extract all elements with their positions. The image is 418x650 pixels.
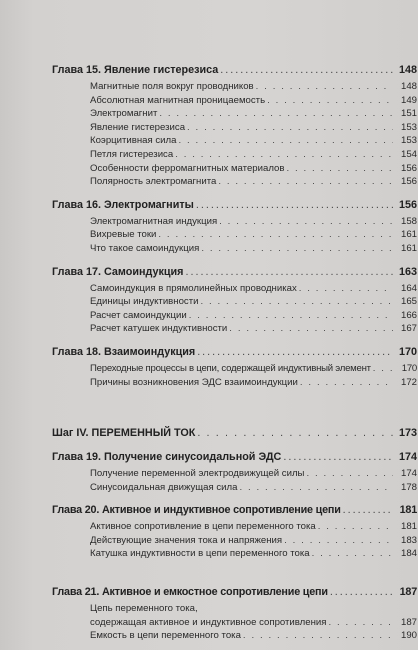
- page-number: 158: [400, 215, 417, 227]
- page-number: 187: [400, 616, 417, 628]
- page-number: 173: [398, 427, 417, 440]
- page-number: 166: [400, 309, 417, 321]
- dot-leader: [196, 199, 393, 211]
- chapter-20-heading[interactable]: [52, 504, 417, 521]
- page-number: 161: [400, 229, 417, 241]
- dot-leader: [284, 535, 393, 546]
- entry-title: Магнитные поля вокруг проводников: [90, 81, 254, 92]
- entry-title: Причины возникновения ЭДС взаимоиндукции: [90, 376, 298, 388]
- entry-title: Расчет катушек индуктивности: [90, 323, 228, 335]
- toc-entry[interactable]: [52, 630, 417, 644]
- toc-entry[interactable]: [52, 108, 417, 122]
- entry-title: Расчет самоиндукции: [90, 309, 187, 321]
- chapter-15-heading[interactable]: [52, 64, 417, 81]
- chapter-19-heading[interactable]: [52, 451, 417, 468]
- dot-leader: [158, 229, 393, 240]
- toc-entry[interactable]: [52, 122, 417, 136]
- dot-leader: [283, 451, 393, 463]
- chapter-title: Глава 18. Взаимоиндукция: [52, 345, 196, 358]
- toc-entry[interactable]: [52, 548, 417, 562]
- chapter-18-heading[interactable]: [52, 346, 417, 363]
- dot-leader: [312, 548, 393, 559]
- dot-leader: [343, 504, 393, 516]
- entry-title: Абсолютная магнитная проницаемость: [90, 94, 266, 106]
- entry-title: содержащая активное и индуктивное сопротивления: [90, 616, 327, 628]
- page-number: 181: [399, 504, 417, 517]
- toc-entry[interactable]: [52, 310, 417, 324]
- chapter-title: Глава 17. Самоиндукция: [52, 265, 184, 278]
- step-title: Шаг IV. ПЕРЕМЕННЫЙ ТОК: [52, 427, 196, 440]
- toc-entry[interactable]: [52, 535, 417, 549]
- page-number: 156: [398, 198, 417, 211]
- page-number: 174: [398, 451, 417, 464]
- dot-leader: [267, 95, 393, 106]
- entry-title: Особенности ферромагнитных материалов: [90, 162, 285, 174]
- entry-title: Коэрцитивная сила: [90, 135, 177, 147]
- entry-title: Получение переменной электродвижущей силы: [90, 468, 305, 480]
- dot-leader: [256, 81, 393, 92]
- page-number: 170: [398, 345, 417, 358]
- page-number: 190: [400, 630, 417, 642]
- page-number: 187: [399, 586, 417, 599]
- dot-leader: [300, 377, 393, 388]
- page-number: 181: [400, 521, 417, 533]
- toc-entry[interactable]: [52, 521, 417, 535]
- dot-leader: [159, 108, 393, 119]
- toc-entry[interactable]: [52, 482, 417, 496]
- entry-title: Электромагнитная индукция: [90, 215, 218, 227]
- dot-leader: [187, 122, 393, 133]
- toc-entry-line1[interactable]: [52, 603, 417, 617]
- entry-title: Синусоидальная движущая сила: [90, 481, 238, 493]
- dot-leader: [229, 323, 393, 334]
- chapter-16-heading[interactable]: [52, 199, 417, 216]
- dot-leader: [189, 310, 393, 321]
- page-number: 183: [400, 534, 417, 546]
- page-number: 156: [400, 176, 417, 188]
- page-number: 178: [400, 481, 417, 493]
- chapter-title: Глава 19. Получение синусоидальной ЭДС: [52, 451, 282, 464]
- toc-entry[interactable]: [52, 176, 417, 190]
- page-number: 164: [400, 282, 417, 294]
- chapter-title: Глава 15. Явление гистерезиса: [52, 64, 219, 76]
- page-number: 165: [400, 296, 417, 308]
- toc-entry[interactable]: [52, 229, 417, 243]
- dot-leader: [175, 149, 393, 160]
- toc-entry[interactable]: [52, 95, 417, 109]
- dot-leader: [328, 617, 393, 628]
- chapter-title: Глава 16. Электромагниты: [52, 198, 194, 211]
- dot-leader: [239, 482, 393, 493]
- page-number: 153: [400, 135, 417, 147]
- entry-title: Явление гистерезиса: [90, 121, 186, 133]
- dot-leader: [299, 283, 393, 294]
- toc-entry[interactable]: [52, 363, 417, 377]
- chapter-21-heading[interactable]: [52, 586, 417, 603]
- entry-title: Активное сопротивление в цепи переменного тока: [90, 521, 316, 533]
- entry-title: Катушка индуктивности в цепи переменного тока: [90, 548, 310, 560]
- toc-entry[interactable]: [52, 468, 417, 482]
- dot-leader: [219, 216, 393, 227]
- page-number: 172: [400, 376, 417, 388]
- chapter-title: Глава 20. Активное и индуктивное сопротивление цепи: [52, 504, 341, 517]
- toc-entry[interactable]: [52, 216, 417, 230]
- chapter-title: Глава 21. Активное и емкостное сопротивление цепи: [52, 586, 328, 599]
- dot-leader: [201, 243, 393, 254]
- page-number: 153: [400, 121, 417, 133]
- entry-title: Что такое самоиндукция: [90, 242, 200, 254]
- page-number: 149: [400, 94, 417, 106]
- entry-title: Вихревые токи: [90, 229, 157, 241]
- table-of-contents: [52, 64, 417, 644]
- page-number: 184: [400, 548, 417, 560]
- dot-leader: [286, 163, 393, 174]
- dot-leader: [306, 468, 393, 479]
- toc-entry[interactable]: [52, 243, 417, 257]
- page-number: 154: [400, 148, 417, 160]
- dot-leader: [318, 521, 393, 532]
- page-number: 151: [400, 108, 417, 120]
- chapter-17-heading[interactable]: [52, 266, 417, 283]
- dot-leader: [243, 630, 393, 641]
- toc-entry[interactable]: [52, 149, 417, 163]
- toc-entry[interactable]: [52, 283, 417, 297]
- dot-leader: [178, 135, 393, 146]
- page-number: 174: [400, 468, 417, 480]
- entry-title: Переходные процессы в цепи, содержащей индуктивный элемент: [90, 362, 371, 374]
- toc-entry[interactable]: [52, 163, 417, 177]
- toc-entry[interactable]: [52, 81, 417, 95]
- entry-title: Самоиндукция в прямолинейных проводниках: [90, 282, 297, 294]
- page-number: 148: [398, 64, 417, 76]
- dot-leader: [220, 64, 393, 76]
- toc-entry-line2[interactable]: [52, 617, 417, 631]
- page-number: 161: [400, 242, 417, 254]
- entry-title: Петля гистерезиса: [90, 148, 174, 160]
- entry-title: Емкость в цепи переменного тока: [90, 630, 241, 642]
- toc-entry[interactable]: [52, 377, 417, 391]
- toc-entry[interactable]: [52, 135, 417, 149]
- entry-title: Электромагнит: [90, 108, 158, 120]
- page-number: 163: [398, 265, 417, 278]
- spacer: [52, 562, 417, 586]
- page-number: 156: [400, 162, 417, 174]
- dot-leader: [200, 296, 393, 307]
- entry-title: Единицы индуктивности: [90, 296, 199, 308]
- dot-leader: [197, 427, 393, 439]
- page-number: 170: [401, 362, 417, 374]
- entry-title: Полярность электромагнита: [90, 176, 217, 188]
- dot-leader: [197, 346, 393, 358]
- page-number: 148: [400, 81, 417, 92]
- entry-title: Действующие значения тока и напряжения: [90, 534, 283, 546]
- step-heading[interactable]: [52, 427, 417, 444]
- dot-leader: [373, 363, 393, 374]
- toc-entry[interactable]: [52, 296, 417, 310]
- entry-title-line1: Цепь переменного тока,: [90, 603, 198, 615]
- page-number: 167: [400, 323, 417, 335]
- dot-leader: [185, 266, 393, 278]
- dot-leader: [218, 176, 393, 187]
- toc-entry[interactable]: [52, 323, 417, 337]
- dot-leader: [330, 586, 393, 598]
